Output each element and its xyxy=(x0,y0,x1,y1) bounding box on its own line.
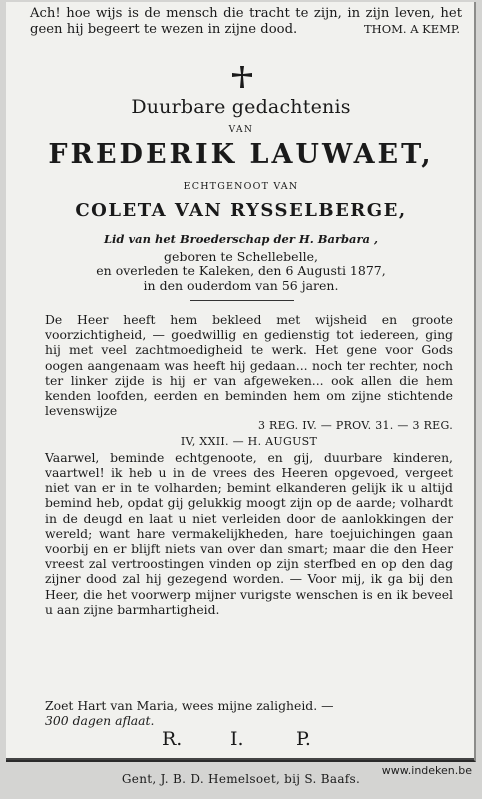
body-text xyxy=(45,312,453,617)
rip-p: P. xyxy=(296,728,311,750)
spouse-name: COLETA VAN RYSSELBERGE, xyxy=(75,200,407,221)
printer-line: Gent, J. B. D. Hemelsoet, bij S. Baafs. xyxy=(121,772,361,786)
death-line-2: in den ouderdom van 56 jaren. xyxy=(143,277,339,293)
birth-line: geboren te Schellebelle, xyxy=(164,249,318,264)
death-line xyxy=(0,264,482,293)
indulgence-line: 300 dagen aflaat. xyxy=(45,713,155,728)
closing-prayer xyxy=(45,698,453,728)
brotherhood-line: Lid van het Broederschap der H. Barbara , xyxy=(103,232,379,246)
spouse-label: ECHTGENOOT VAN xyxy=(183,181,299,192)
scripture-ref-2: IV, XXII. — H. AUGUST xyxy=(180,434,318,448)
deceased-name: FREDERIK LAUWAET, xyxy=(48,139,434,170)
body-paragraph-2: Vaarwel, beminde echtgenoote, en gij, duurbare kinderen, vaartwel! ik heb u in de vrees des Heeren opgevoed, vergeet niet van er in te volharden; bemint elkanderen gelijk ik u altijd bemind heb, opdat gij gelukkig moogt zijn op de aarde; volhardt in de deugd en laat u niet verleiden door de aanlokkingen der wereld; want hare vermakelijkheden, hare toejuichingen gaan voorbij en er blijft niets van over dan smart; maar die den Heer vreest zal vertroostingen vinden op zijn sterfbed en op den dag zijner dood zal hij gezegend worden. — Voor mij, ik ga bij den Heer, die het voorwerp mijner vurigste wenschen is en ik beveel u aan zijne barmhartigheid. xyxy=(45,449,453,617)
prayer-line: Zoet Hart van Maria, wees mijne zaligheid. — xyxy=(45,698,334,713)
rip-r: R. xyxy=(162,728,183,750)
death-line-1: en overleden te Kaleken, den 6 Augusti 1877, xyxy=(96,263,386,278)
watermark: www.indeken.be xyxy=(381,764,472,777)
quote-author: THOM. A KEMP. xyxy=(364,22,460,36)
divider xyxy=(190,300,294,301)
scripture-ref-1: 3 REG. IV. — PROV. 31. — 3 REG. xyxy=(257,419,453,433)
title: Duurbare gedachtenis xyxy=(131,96,351,118)
body-paragraph-1: De Heer heeft hem bekleed met wijsheid en groote voorzichtigheid, — goedwillig en gedienstig tot iedereen, ging hij met veel zachtmoedigheid te werk. Het gene voor Gods oogen aangenaam was heeft hij gedaan... noch ter rechter, noch ter linker zijde is hij er van afgeweken... ook allen die hem kenden loofden, eerden en beminden hem om zijne stichtende levenswijze xyxy=(45,312,453,419)
rip-i: I. xyxy=(230,728,244,750)
quote-text: Ach! hoe wijs is de mensch die tracht te zijn, in zijn leven, het geen hij begeert te wezen in zijne dood. xyxy=(30,6,462,37)
cross-pattee-icon xyxy=(230,64,254,90)
van-label: VAN xyxy=(228,125,254,135)
opening-quote xyxy=(30,6,462,38)
